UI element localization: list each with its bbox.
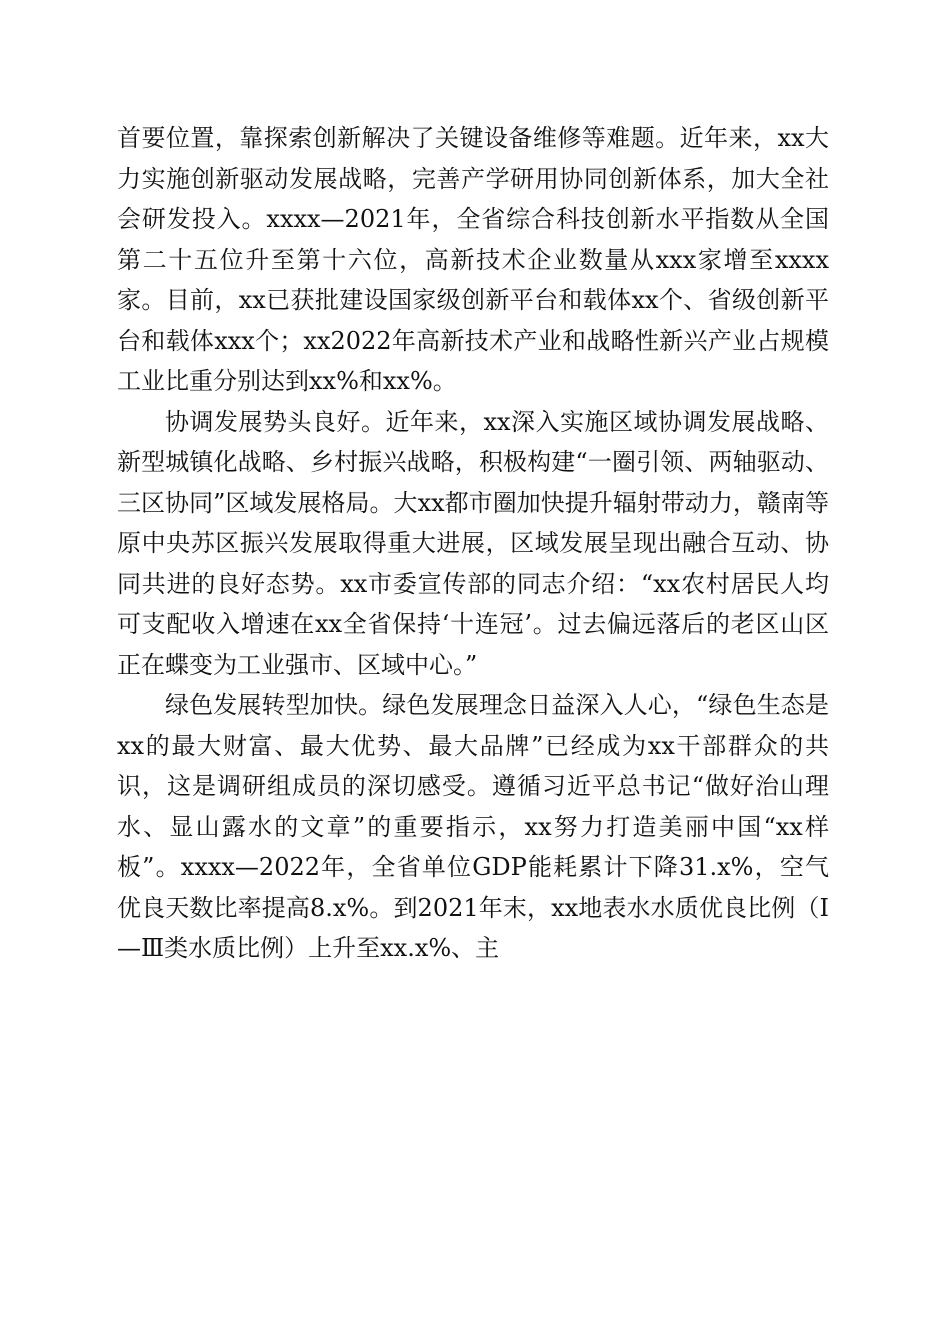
paragraph-innovation: 首要位置，靠探索创新解决了关键设备维修等难题。近年来，xx大力实施创新驱动发展战略，完善产学研用协同创新体系，加大全社会研发投入。xxxx—2021年，全省综合科技创新水平指数从全国第二十五位升至第十六位，高新技术企业数量从xxx家增至xxxx家。目前，xx已获批建设国家级创新平台和载体xx个、省级创新平台和载体xxx个；xx2022年高新技术产业和战略性新兴产业占规模工业比重分别达到xx%和xx%。 [117, 124, 829, 395]
paragraph-coordinated-development: 协调发展势头良好。近年来，xx深入实施区域协调发展战略、新型城镇化战略、乡村振兴战略，积极构建“一圈引领、两轴驱动、三区协同”区域发展格局。大xx都市圈加快提升辐射带动力，赣南等原中央苏区振兴发展取得重大进展，区域发展呈现出融合互动、协同共进的良好态势。xx市委宣传部的同志介绍：“xx农村居民人均可支配收入增速在xx全省保持‘十连冠’。过去偏远落后的老区山区正在蝶变为工业强市、区域中心。” [117, 407, 829, 679]
document-body [117, 118, 829, 969]
paragraph-green-development: 绿色发展转型加快。绿色发展理念日益深入人心，“绿色生态是xx的最大财富、最大优势、最大品牌”已经成为xx干部群众的共识，这是调研组成员的深切感受。遵循习近平总书记“做好治山理水、显山露水的文章”的重要指示，xx努力打造美丽中国“xx样板”。xxxx—2022年，全省单位GDP能耗累计下降31.x%，空气优良天数比率提高8.x%。到2021年末，xx地表水水质优良比例（Ⅰ—Ⅲ类水质比例）上升至xx.x%、主 [117, 691, 829, 962]
